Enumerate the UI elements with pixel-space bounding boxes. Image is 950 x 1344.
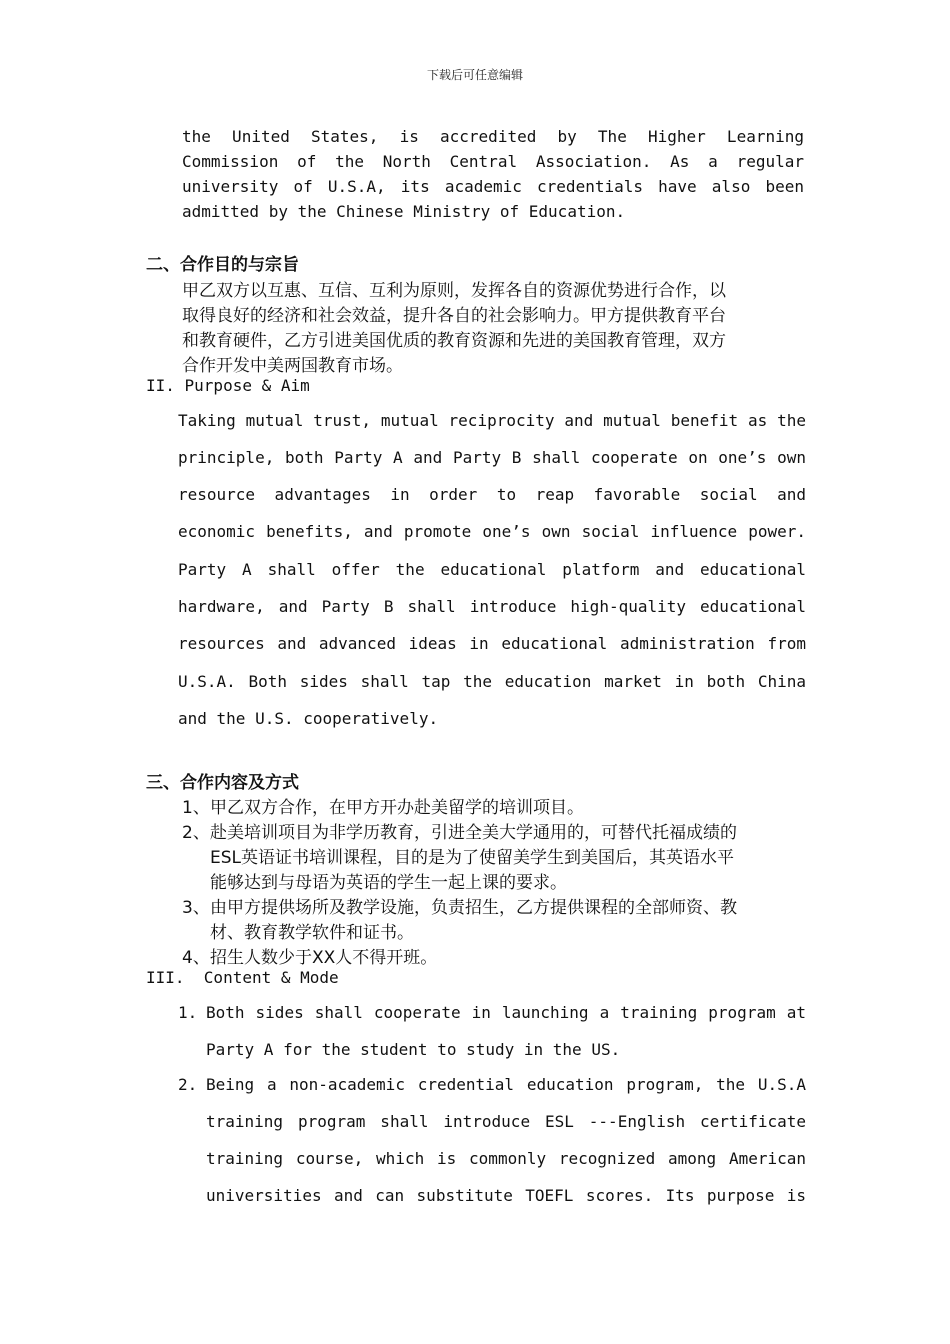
- zh-item-number: 2、: [182, 823, 210, 843]
- section2-para-en-line: Taking mutual trust, mutual reciprocity and mutual benefit as the: [178, 411, 806, 430]
- en-item-line: Both sides shall cooperate in launching a training program at: [206, 1003, 806, 1022]
- section3-heading-en: III. Content & Mode: [146, 968, 339, 987]
- zh-item-line: 由甲方提供场所及教学设施，负责招生，乙方提供课程的全部师资、教: [210, 898, 737, 918]
- zh-item-line: 能够达到与母语为英语的学生一起上课的要求。: [210, 873, 567, 893]
- zh-item-line: 甲乙双方合作，在甲方开办赴美留学的培训项目。: [210, 798, 584, 818]
- en-item-line: training course, which is commonly recognized among American: [206, 1149, 806, 1168]
- zh-item-number: 4、: [182, 948, 210, 968]
- intro-line: university of U.S.A, its academic credentials have also been: [182, 177, 804, 196]
- zh-item-line: 材、教育教学软件和证书。: [210, 923, 414, 943]
- section2-para-en-line: principle, both Party A and Party B shall cooperate on one’s own: [178, 448, 806, 467]
- zh-item-number: 1、: [182, 798, 210, 818]
- section2-heading-en: II. Purpose & Aim: [146, 376, 310, 395]
- section2-para-en-line: resources and advanced ideas in educational administration from: [178, 634, 806, 653]
- intro-line: admitted by the Chinese Ministry of Education.: [182, 202, 626, 221]
- intro-line: Commission of the North Central Association. As a regular: [182, 152, 804, 171]
- zh-item-line: 招生人数少于XX人不得开班。: [210, 948, 438, 968]
- en-item-number: 1.: [178, 1003, 198, 1022]
- en-item-number: 2.: [178, 1075, 198, 1094]
- zh-item-number: 3、: [182, 898, 210, 918]
- section2-para-zh-line: 合作开发中美两国教育市场。: [182, 356, 403, 376]
- section2-para-en-line: Party A shall offer the educational platform and educational: [178, 560, 806, 579]
- section2-para-zh-line: 甲乙双方以互惠、互信、互利为原则，发挥各自的资源优势进行合作，以: [182, 281, 726, 301]
- section2-para-en-line: resource advantages in order to reap favorable social and: [178, 485, 806, 504]
- section2-para-en-line: economic benefits, and promote one’s own social influence power.: [178, 522, 806, 541]
- en-item-line: universities and can substitute TOEFL scores. Its purpose is: [206, 1186, 806, 1205]
- en-item-line: Party A for the student to study in the US.: [206, 1040, 621, 1059]
- page-header-note: 下载后可任意编辑: [426, 68, 523, 82]
- en-item-line: Being a non-academic credential education program, the U.S.A: [206, 1075, 806, 1094]
- zh-item-line: 赴美培训项目为非学历教育，引进全美大学通用的，可替代托福成绩的: [210, 823, 737, 843]
- section2-para-en-line: hardware, and Party B shall introduce high-quality educational: [178, 597, 806, 616]
- section2-para-zh-line: 取得良好的经济和社会效益，提升各自的社会影响力。甲方提供教育平台: [182, 306, 726, 326]
- section2-para-en-line: and the U.S. cooperatively.: [178, 709, 439, 728]
- zh-item-line: ESL英语证书培训课程，目的是为了使留美学生到美国后，其英语水平: [210, 848, 735, 868]
- section2-heading-zh: 二、合作目的与宗旨: [146, 255, 299, 275]
- section3-heading-zh: 三、合作内容及方式: [146, 773, 299, 793]
- section2-para-zh-line: 和教育硬件，乙方引进美国优质的教育资源和先进的美国教育管理，双方: [182, 331, 726, 351]
- section2-para-en-line: U.S.A. Both sides shall tap the education market in both China: [178, 672, 806, 691]
- intro-line: the United States, is accredited by The Higher Learning: [182, 127, 804, 146]
- en-item-line: training program shall introduce ESL ---English certificate: [206, 1112, 806, 1131]
